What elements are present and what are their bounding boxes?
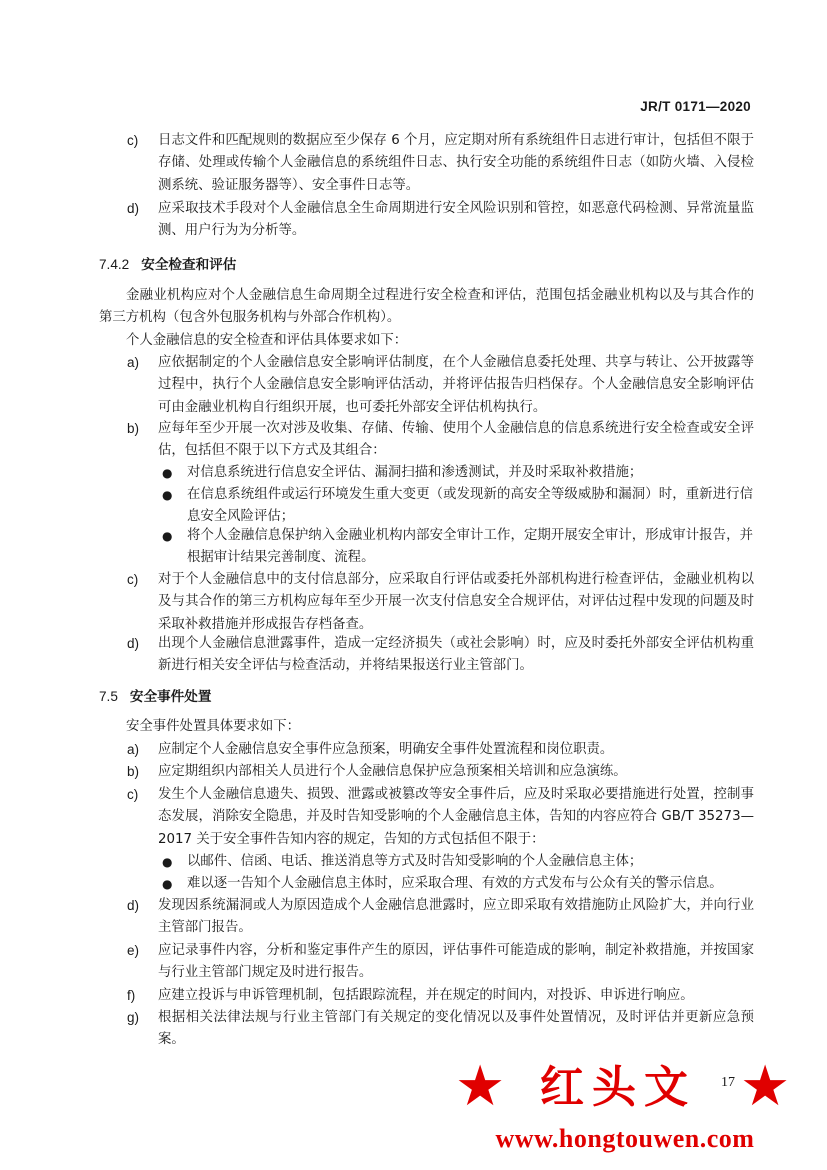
list-item bbox=[127, 761, 754, 783]
list-label: g) bbox=[127, 1010, 140, 1025]
list-text: 对于个人金融信息中的支付信息部分，应采取自行评估或委托外部机构进行检查评估，金融业机构以及与其合作的第三方机构应每年至少开展一次支付信息安全合规评估，对评估过程中发现的问题及时采取补救措施并形成报告存档备查。 bbox=[158, 572, 754, 632]
section-title: 安全检查和评估 bbox=[141, 257, 237, 273]
bullet-dot-icon: ● bbox=[162, 855, 173, 869]
list-label: d) bbox=[127, 898, 140, 913]
list-item bbox=[127, 1007, 754, 1052]
watermark-title: 红头文 bbox=[540, 1062, 696, 1113]
section-number: 7.5 bbox=[99, 689, 118, 704]
paragraph: 个人金融信息的安全检查和评估具体要求如下： bbox=[126, 333, 408, 348]
list-text: 发现因系统漏洞或人为原因造成个人金融信息泄露时，应立即采取有效措施防止风险扩大，并向行业主管部门报告。 bbox=[158, 898, 754, 936]
list-label: b) bbox=[127, 764, 140, 779]
bullet-text: 难以逐一告知个人金融信息主体时，应采取合理、有效的方式发布与公众有关的警示信息。 bbox=[187, 876, 723, 891]
star-icon: ★ bbox=[740, 1054, 791, 1119]
section-heading bbox=[99, 254, 236, 276]
paragraph: 安全事件处置具体要求如下： bbox=[126, 719, 301, 734]
bullet-text: 以邮件、信函、电话、推送消息等方式及时告知受影响的个人金融信息主体； bbox=[187, 854, 643, 869]
bullet-item bbox=[162, 484, 753, 529]
list-item bbox=[127, 130, 754, 197]
list-text: 出现个人金融信息泄露事件，造成一定经济损失（或社会影响）时，应及时委托外部安全评估机构重新进行相关安全评估与检查活动，并将结果报送行业主管部门。 bbox=[158, 636, 754, 674]
bullet-dot-icon: ● bbox=[162, 466, 173, 480]
list-item bbox=[127, 739, 754, 761]
bullet-text: 将个人金融信息保护纳入金融业机构内部安全审计工作，定期开展安全审计，形成审计报告，并根据审计结果完善制度、流程。 bbox=[187, 528, 753, 566]
watermark-url: www.hongtouwen.com bbox=[495, 1124, 755, 1153]
list-text: 应采取技术手段对个人金融信息全生命周期进行安全风险识别和管控，如恶意代码检测、异常流量监测、用户行为为分析等。 bbox=[158, 201, 754, 239]
list-text: 应依据制定的个人金融信息安全影响评估制度，在个人金融信息委托处理、共享与转让、公开披露等过程中，执行个人金融信息安全影响评估活动，并将评估报告归档保存。个人金融信息安全影响评估可由金融业机构自行组织开展，也可委托外部安全评估机构执行。 bbox=[158, 355, 754, 415]
list-label: a) bbox=[127, 355, 140, 370]
list-item bbox=[127, 352, 754, 419]
list-text: 发生个人金融信息遗失、损毁、泄露或被篡改等安全事件后，应及时采取必要措施进行处置，控制事态发展，消除安全隐患，并及时告知受影响的个人金融信息主体，告知的内容应符合 GB/T 35273—2017 关于安全事件告知内容的规定，告知的方式包括但不限于： bbox=[158, 787, 754, 847]
page-number: 17 bbox=[721, 1075, 735, 1090]
section-heading bbox=[99, 686, 211, 708]
watermark-logo bbox=[455, 1054, 795, 1119]
list-item bbox=[127, 940, 754, 985]
list-text: 日志文件和匹配规则的数据应至少保存 6 个月，应定期对所有系统组件日志进行审计，包括但不限于存储、处理或传输个人金融信息的系统组件日志、执行安全功能的系统组件日志（如防火墙、入侵检测系统、验证服务器等）、安全事件日志等。 bbox=[158, 133, 754, 193]
list-text: 应每年至少开展一次对涉及收集、存储、传输、使用个人金融信息的信息系统进行安全检查或安全评估，包括但不限于以下方式及其组合： bbox=[158, 421, 754, 459]
list-label: e) bbox=[127, 943, 140, 958]
document-code: JR/T 0171—2020 bbox=[640, 99, 751, 114]
paragraph: 金融业机构应对个人金融信息生命周期全过程进行安全检查和评估，范围包括金融业机构以及与其合作的第三方机构（包含外包服务机构与外部合作机构）。 bbox=[99, 288, 754, 326]
list-item bbox=[127, 895, 754, 940]
section-number: 7.4.2 bbox=[99, 257, 130, 272]
section-title: 安全事件处置 bbox=[129, 689, 212, 705]
list-label: f) bbox=[127, 988, 136, 1003]
bullet-text: 对信息系统进行信息安全评估、漏洞扫描和渗透测试，并及时采取补救措施； bbox=[187, 465, 643, 480]
list-item bbox=[127, 784, 754, 851]
list-item bbox=[127, 198, 754, 243]
list-item bbox=[127, 569, 754, 636]
list-label: d) bbox=[127, 201, 140, 216]
list-item bbox=[127, 985, 754, 1007]
bullet-item bbox=[162, 851, 753, 873]
list-label: c) bbox=[127, 133, 139, 148]
bullet-dot-icon: ● bbox=[162, 488, 173, 502]
list-label: b) bbox=[127, 421, 140, 436]
bullet-item bbox=[162, 873, 753, 895]
list-item bbox=[127, 418, 754, 463]
star-icon: ★ bbox=[455, 1054, 506, 1119]
list-text: 根据相关法律法规与行业主管部门有关规定的变化情况以及事件处置情况，及时评估并更新应急预案。 bbox=[158, 1010, 754, 1048]
list-text: 应定期组织内部相关人员进行个人金融信息保护应急预案相关培训和应急演练。 bbox=[158, 764, 627, 779]
list-label: c) bbox=[127, 572, 139, 587]
list-label: d) bbox=[127, 636, 140, 651]
bullet-item bbox=[162, 462, 753, 484]
list-label: a) bbox=[127, 742, 140, 757]
list-text: 应建立投诉与申诉管理机制，包括跟踪流程，并在规定的时间内，对投诉、申诉进行响应。 bbox=[158, 988, 694, 1003]
bullet-dot-icon: ● bbox=[162, 529, 173, 543]
list-label: c) bbox=[127, 787, 139, 802]
bullet-item bbox=[162, 525, 753, 570]
list-text: 应记录事件内容，分析和鉴定事件产生的原因，评估事件可能造成的影响，制定补救措施，并按国家与行业主管部门规定及时进行报告。 bbox=[158, 943, 754, 981]
bullet-dot-icon: ● bbox=[162, 877, 173, 891]
list-text: 应制定个人金融信息安全事件应急预案，明确安全事件处置流程和岗位职责。 bbox=[158, 742, 614, 757]
list-item bbox=[127, 633, 754, 678]
bullet-text: 在信息系统组件或运行环境发生重大变更（或发现新的高安全等级威胁和漏洞）时，重新进行信息安全风险评估； bbox=[187, 487, 753, 525]
